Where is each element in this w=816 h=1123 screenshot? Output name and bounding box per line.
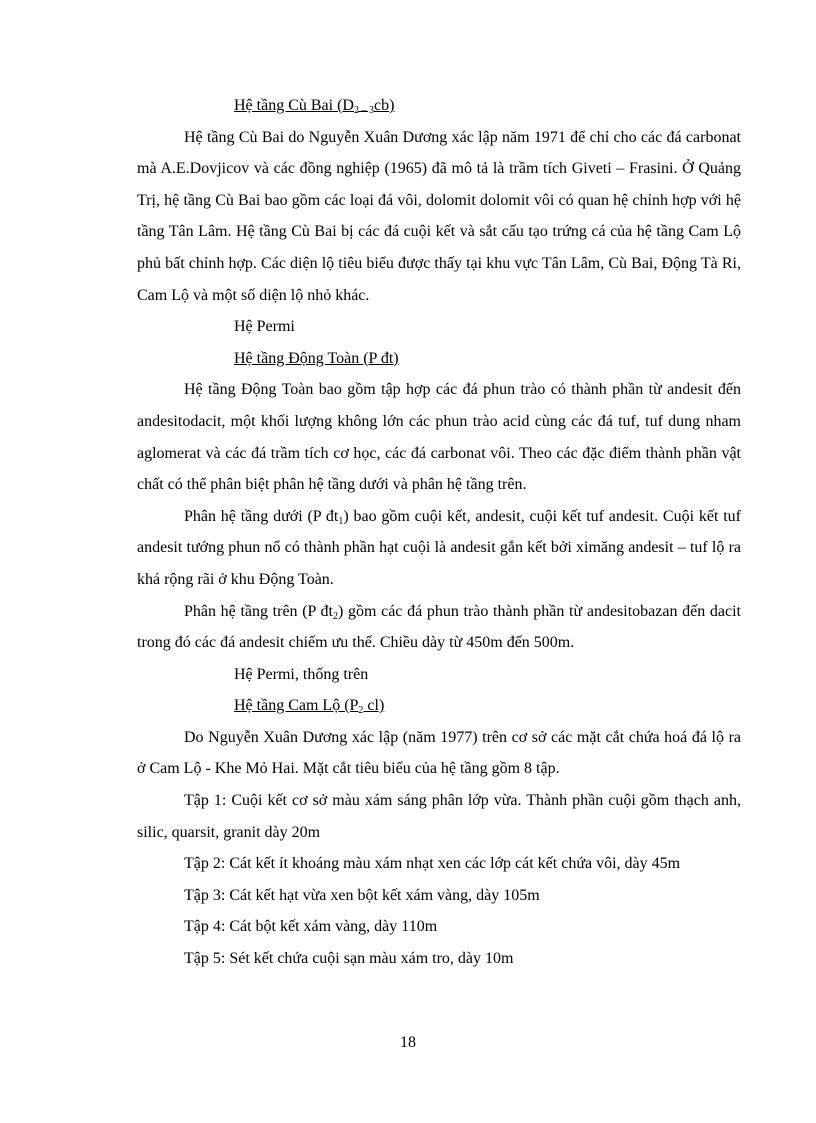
paragraph-dong-toan-3-start: Phân hệ tầng trên (P đt (184, 602, 333, 620)
layer-tap-1: Tập 1: Cuội kết cơ sở màu xám sáng phân lớp vừa. Thành phần cuội gồm thạch anh, silic, quarsit, granit dày 20m (137, 792, 741, 841)
heading-cu-bai-subscript: 2 – 3 (353, 105, 374, 116)
paragraph-dong-toan-2-start: Phân hệ tầng dưới (P đt (184, 507, 339, 525)
paragraph-dong-toan-2-subscript: 1 (338, 515, 344, 527)
layer-tap-5: Tập 5: Sét kết chứa cuội sạn màu xám tro, dày 10m (184, 950, 514, 968)
document-body (137, 90, 741, 975)
heading-cu-bai-tail: cb) (373, 97, 395, 114)
heading-dong-toan-text: Hệ tầng Động Toàn (P đt) (234, 349, 399, 367)
paragraph-cu-bai: Hệ tầng Cù Bai do Nguyễn Xuân Dương xác lập năm 1971 để chỉ cho các đá carbonat mà A.E.Dovjicov và các đồng nghiệp (1965) đã mô tả là trầm tích Giveti – Frasini. Ở Quảng Trị, hệ tầng Cù Bai bao gồm các loại đá vôi, dolomit dolomit vôi có quan hệ chỉnh hợp với hệ tầng Tân Lâm. Hệ tầng Cù Bai bị các đá cuội kết và sắt cấu tạo trứng cá của hệ tầng Cam Lộ phủ bất chỉnh hợp. Các diện lộ tiêu biểu được thấy tại khu vực Tân Lâm, Cù Bai, Động Tà Ri, Cam Lộ và một số diện lộ nhỏ khác. (137, 128, 741, 304)
page-number: 18 (400, 1034, 416, 1051)
heading-cu-bai (137, 90, 741, 122)
layer-tap-2: Tập 2: Cát kết ít khoáng màu xám nhạt xen các lớp cát kết chứa vôi, dày 45m (184, 855, 681, 873)
heading-cam-lo-main: Hệ tầng Cam Lộ (P (234, 697, 359, 715)
heading-cam-lo-text (234, 697, 385, 717)
heading-cam-lo-tail: cl) (363, 697, 385, 715)
paragraph-cam-lo: Do Nguyễn Xuân Dương xác lập (năm 1977) trên cơ sở các mặt cắt chứa hoá đá lộ ra ở Cam Lộ - Khe Mỏ Hai. Mặt cắt tiêu biểu của hệ tầng gồm 8 tập. (137, 728, 741, 778)
heading-cam-lo-subscript: 2 (358, 705, 364, 717)
layer-tap-4: Tập 4: Cát bột kết xám vàng, dày 110m (184, 918, 438, 936)
heading-cu-bai-main: Hệ tầng Cù Bai (D (234, 97, 354, 114)
paragraph-dong-toan-3-rest: ) gồm các đá phun trào thành phần từ andesitobazan đến dacit trong đó các đá andesit chiếm ưu thế. Chiều dày từ 450m đến 500m. (137, 602, 741, 652)
paragraph-dong-toan-1: Hệ tầng Động Toàn bao gồm tập hợp các đá phun trào có thành phần từ andesit đến andesitodacit, một khối lượng không lớn các phun trào acid cùng các đá tuf, tuf dung nham aglomerat và các đá trầm tích cơ học, các đá carbonat vôi. Theo các đặc điểm thành phần vật chất có thể phân biệt phân hệ tầng dưới và phân hệ tầng trên. (137, 381, 741, 494)
label-he-permi-thong-tren: Hệ Permi, thống trên (234, 665, 369, 683)
layer-tap-3: Tập 3: Cát kết hạt vừa xen bột kết xám vàng, dày 105m (184, 886, 540, 904)
paragraph-dong-toan-2 (137, 501, 741, 596)
paragraph-dong-toan-3-subscript: 2 (332, 610, 338, 622)
heading-cu-bai-text (234, 97, 394, 114)
paragraph-dong-toan-3 (137, 596, 741, 659)
heading-cam-lo (137, 690, 741, 722)
heading-dong-toan (137, 343, 741, 375)
paragraph-dong-toan-2-rest: ) bao gồm cuội kết, andesit, cuội kết tuf andesit. Cuội kết tuf andesit tướng phun nổ có thành phần hạt cuội là andesit gắn kết bởi ximăng andesit – tuf lộ ra khá rộng rãi ở khu Động Toàn. (137, 507, 741, 588)
label-he-permi: Hệ Permi (234, 318, 295, 336)
